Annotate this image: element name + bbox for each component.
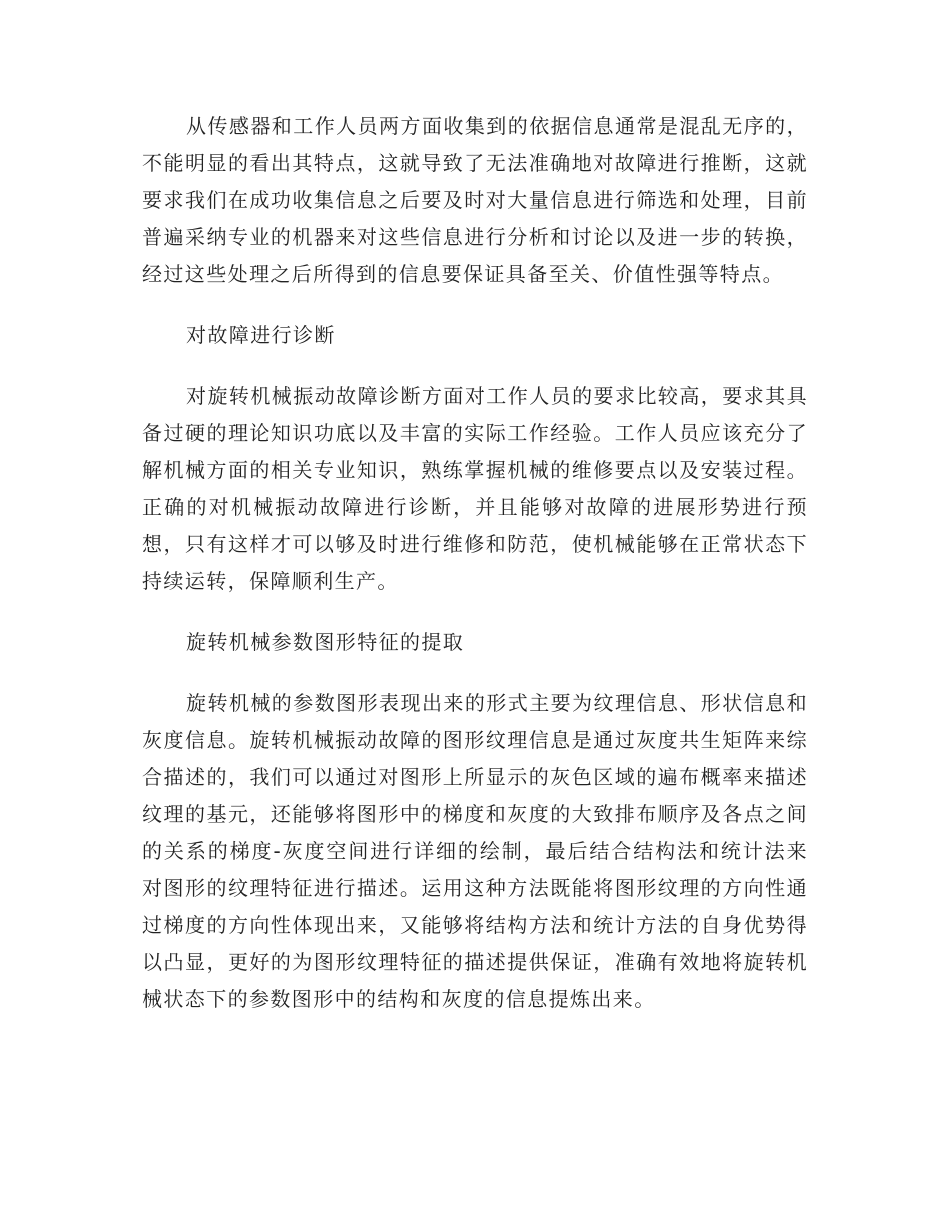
paragraph-feature-extraction: 旋转机械的参数图形表现出来的形式主要为纹理信息、形状信息和灰度信息。旋转机械振动故障的图形纹理信息是通过灰度共生矩阵来综合描述的，我们可以通过对图形上所显示的灰色区域的遍布概率来描述纹理的基元，还能够将图形中的梯度和灰度的大致排布顺序及各点之间的关系的梯度-灰度空间进行详细的绘制，最后结合结构法和统计法来对图形的纹理特征进行描述。运用这种方法既能将图形纹理的方向性通过梯度的方向性体现出来，又能够将结构方法和统计方法的自身优势得以凸显，更好的为图形纹理特征的描述提供保证，准确有效地将旋转机械状态下的参数图形中的结构和灰度的信息提炼出来。 <box>142 691 808 1011</box>
section-heading-fault-diagnosis: 对故障进行诊断 <box>186 323 336 347</box>
document-body <box>142 108 808 1042</box>
paragraph-information-processing: 从传感器和工作人员两方面收集到的依据信息通常是混乱无序的，不能明显的看出其特点，这就导致了无法准确地对故障进行推断，这就要求我们在成功收集信息之后要及时对大量信息进行筛选和处理，目前普遍采纳专业的机器来对这些信息进行分析和讨论以及进一步的转换，经过这些处理之后所得到的信息要保证具备至关、价值性强等特点。 <box>142 114 808 286</box>
paragraph-fault-diagnosis: 对旋转机械振动故障诊断方面对工作人员的要求比较高，要求其具备过硬的理论知识功底以及丰富的实际工作经验。工作人员应该充分了解机械方面的相关专业知识，熟练掌握机械的维修要点以及安装过程。正确的对机械振动故障进行诊断，并且能够对故障的进展形势进行预想，只有这样才可以够及时进行维修和防范，使机械能够在正常状态下持续运转，保障顺利生产。 <box>142 384 808 593</box>
section-heading-feature-extraction: 旋转机械参数图形特征的提取 <box>186 630 465 654</box>
